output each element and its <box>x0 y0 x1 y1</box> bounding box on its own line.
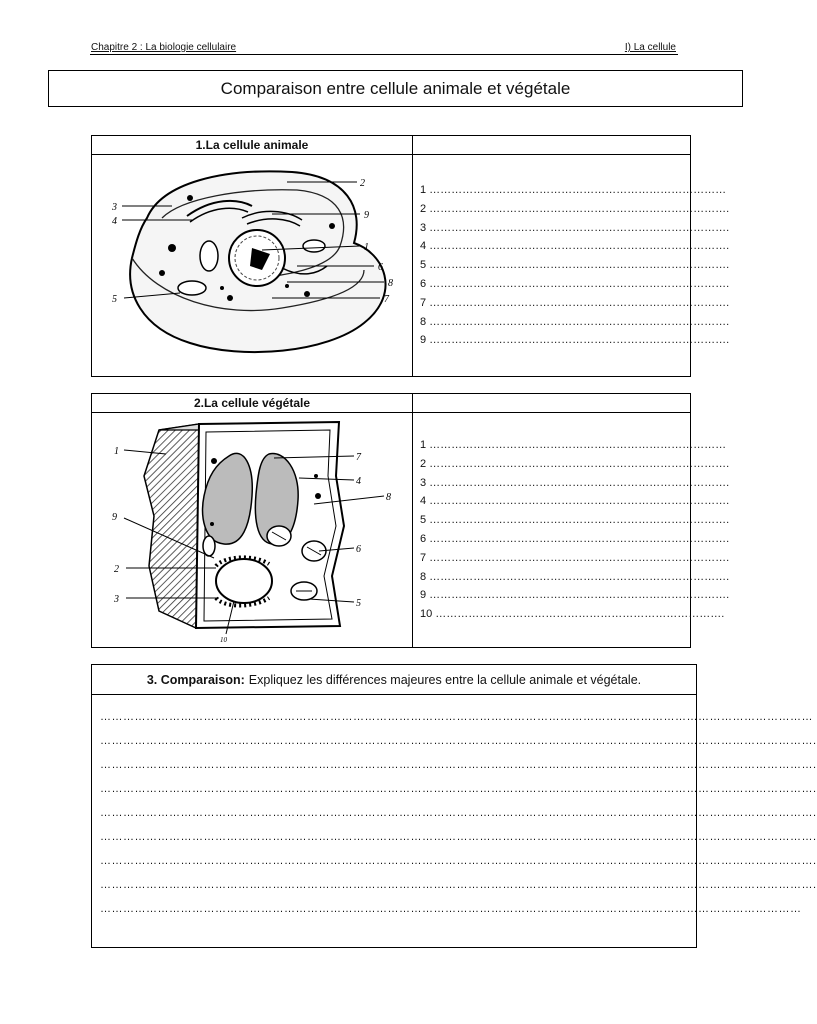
plant-cell-table <box>91 393 730 648</box>
answer-line[interactable]: 5 ………………………………………………………………………. <box>420 259 730 272</box>
plant-label: 8 <box>386 492 391 503</box>
comparison-heading-text: Expliquez les différences majeures entre la cellule animale et végétale. <box>248 672 642 687</box>
plant-label: 9 <box>112 512 117 523</box>
answer-line[interactable]: 9 ………………………………………………………………………. <box>420 334 730 347</box>
page-title-text: Comparaison entre cellule animale et végétale <box>220 78 571 98</box>
answer-line[interactable]: 3 ………………………………………………………………………. <box>420 221 730 234</box>
writing-line[interactable]: ……………………………………………………………………………………………………………………………………………………………………. <box>100 783 817 795</box>
answer-line[interactable]: 3 ………………………………………………………………………. <box>420 476 730 489</box>
plant-label: 4 <box>356 476 361 487</box>
answer-line[interactable]: 8 ………………………………………………………………………. <box>420 315 730 328</box>
animal-label: 8 <box>388 278 393 289</box>
answer-line[interactable]: 2 ………………………………………………………………………. <box>420 457 730 470</box>
animal-label: 7 <box>384 294 389 305</box>
plant-cell-wall <box>144 424 199 628</box>
answer-line[interactable]: 5 ………………………………………………………………………. <box>420 514 730 527</box>
writing-line[interactable]: ……………………………………………………………………………………………………………………………………………………………………. <box>100 807 817 819</box>
plant-answer-list <box>420 436 729 624</box>
answer-line[interactable]: 7 ………………………………………………………………………. <box>420 296 730 309</box>
section-header: I) La cellule <box>624 42 676 53</box>
plant-label: 7 <box>356 452 361 463</box>
plant-cell-diagram <box>104 416 404 646</box>
plant-label: 1 <box>114 446 119 457</box>
animal-label: 5 <box>112 294 117 305</box>
animal-label: 1 <box>364 242 369 253</box>
animal-table-divider <box>412 136 413 376</box>
writing-line[interactable]: ……………………………………………………………………………………………………………………………………………………………………. <box>100 759 817 771</box>
answer-line[interactable]: 7 ………………………………………………………………………. <box>420 551 730 564</box>
answer-line[interactable]: 6 ………………………………………………………………………. <box>420 532 730 545</box>
answer-line[interactable]: 4 ………………………………………………………………………. <box>420 495 730 508</box>
answer-line[interactable]: 1 ……………………………………………………………………… <box>420 439 727 451</box>
animal-label: 6 <box>378 262 383 273</box>
writing-line[interactable]: ……………………………………………………………………………………………………………………………………………………………………. <box>100 879 817 891</box>
animal-answer-list <box>420 181 729 350</box>
answer-line[interactable]: 9 ………………………………………………………………………. <box>420 589 730 602</box>
animal-cell-diagram <box>102 158 402 364</box>
writing-line[interactable]: ……………………………………………………………………………………………………………………………………………………………………. <box>100 855 817 867</box>
animal-label: 4 <box>112 216 117 227</box>
answer-line[interactable]: 1 ……………………………………………………………………… <box>420 184 727 196</box>
writing-line[interactable]: …………………………………………………………………………………………………………………………………………………………………… <box>100 711 813 723</box>
page-title <box>48 70 743 107</box>
plant-label: 6 <box>356 544 361 555</box>
plant-label: 2 <box>114 564 119 575</box>
header-rule <box>90 54 678 55</box>
animal-cell-heading: 1.La cellule animale <box>195 138 309 152</box>
animal-label: 3 <box>112 202 117 213</box>
comparison-heading-bold: 3. Comparaison: <box>146 672 245 687</box>
answer-line[interactable]: 10 ……………………………………………………………………. <box>420 608 725 621</box>
writing-line[interactable]: ………………………………………………………………………………………………………………………………………………………………… <box>100 903 802 915</box>
writing-line[interactable]: ……………………………………………………………………………………………………………………………………………………………………. <box>100 831 817 843</box>
plant-label: 5 <box>356 598 361 609</box>
plant-label: 3 <box>114 594 119 605</box>
chapter-header: Chapitre 2 : La biologie cellulaire <box>91 42 237 53</box>
plant-label: 10 <box>220 636 227 644</box>
animal-cell-table <box>91 135 730 377</box>
answer-line[interactable]: 4 ………………………………………………………………………. <box>420 240 730 253</box>
answer-line[interactable]: 6 ………………………………………………………………………. <box>420 277 730 290</box>
writing-line[interactable]: ……………………………………………………………………………………………………………………………………………………………………. <box>100 735 817 747</box>
answer-line[interactable]: 2 ………………………………………………………………………. <box>420 202 730 215</box>
plant-table-divider <box>412 394 413 647</box>
plant-cell-heading: 2.La cellule végétale <box>193 396 311 410</box>
animal-label: 9 <box>364 210 369 221</box>
answer-line[interactable]: 8 ………………………………………………………………………. <box>420 570 730 583</box>
comparison-heading <box>92 665 696 695</box>
comparison-table <box>91 664 817 948</box>
animal-label: 2 <box>360 178 365 189</box>
